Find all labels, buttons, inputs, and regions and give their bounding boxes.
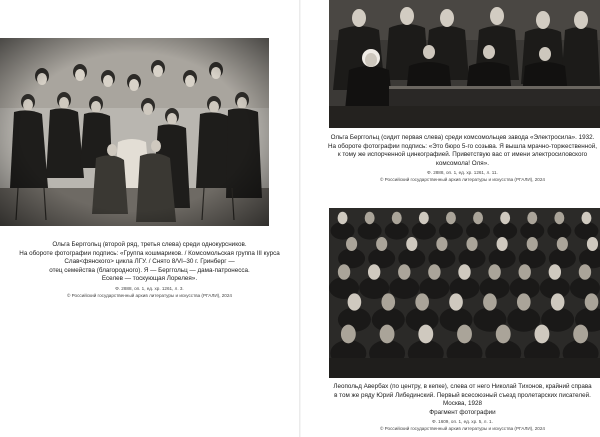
photo-student-group-image (0, 38, 269, 226)
caption-line: комсомола! Оля». (436, 159, 489, 167)
book-gutter (299, 0, 301, 437)
caption-student-group (0, 241, 299, 300)
photo-writers-congress (329, 208, 600, 378)
photo-komsomol-bureau (329, 0, 600, 128)
archive-reference: Ф. 1609, оп. 1, ед. хр. 5, л. 1. (432, 419, 493, 425)
caption-line: к тому же испорченной цинкографией. Приветствую вас от имени электросиловского (337, 151, 588, 159)
caption-line: Леопольд Авербах (по центру, в кепке), слева от него Николай Тихонов, крайний справа (333, 383, 592, 390)
caption-line: Ольга Берггольц (второй ряд, третья слева) среди однокурсников. (52, 241, 247, 248)
caption-line: отец семейства (благородного). Я — Берггольц — дама-патронесса. (49, 266, 250, 274)
photo-writers-congress-image (329, 208, 600, 378)
caption-line: Слав<фянского> цикла ЛГУ. / Снято 8/VI–30 г. Гринберг — (64, 258, 235, 266)
caption-line: Москва, 1928 (442, 400, 482, 408)
caption-writers-congress (325, 383, 600, 433)
caption-line: На обороте фотографии подпись: «Это бюро 5-го созыва. Я вышла мрачно-торжественной, (327, 142, 598, 150)
caption-line: На обороте фотографии подпись: «Группа кошмариков. / Комсомольская группа III курса (19, 249, 280, 257)
caption-line: в том же ряду Юрий Либединский. Первый всесоюзный съезд пролетарских писателей. (334, 391, 591, 399)
copyright-notice: © Российский государственный архив литературы и искусства (РГАЛИ), 2024 (67, 292, 232, 298)
photo-student-group (0, 38, 269, 226)
archive-reference: Ф. 2888, оп. 1, ед. хр. 1261, л. 3. (115, 285, 184, 291)
copyright-notice: © Российский государственный архив литературы и искусства (РГАЛИ), 2024 (380, 426, 545, 432)
caption-line: Еселев — тоскующая Лорелея». (101, 275, 198, 283)
caption-line: Фрагмент фотографии (429, 408, 496, 416)
copyright-notice: © Российский государственный архив литературы и искусства (РГАЛИ), 2024 (380, 177, 545, 183)
caption-line: Ольга Берггольц (сидит первая слева) среди комсомольцев завода «Электросила». 1932. (330, 134, 595, 141)
archive-reference: Ф. 2888, оп. 1, ед. хр. 1261, л. 11. (427, 170, 498, 176)
photo-komsomol-bureau-image (329, 0, 600, 128)
caption-komsomol-bureau (325, 134, 600, 184)
